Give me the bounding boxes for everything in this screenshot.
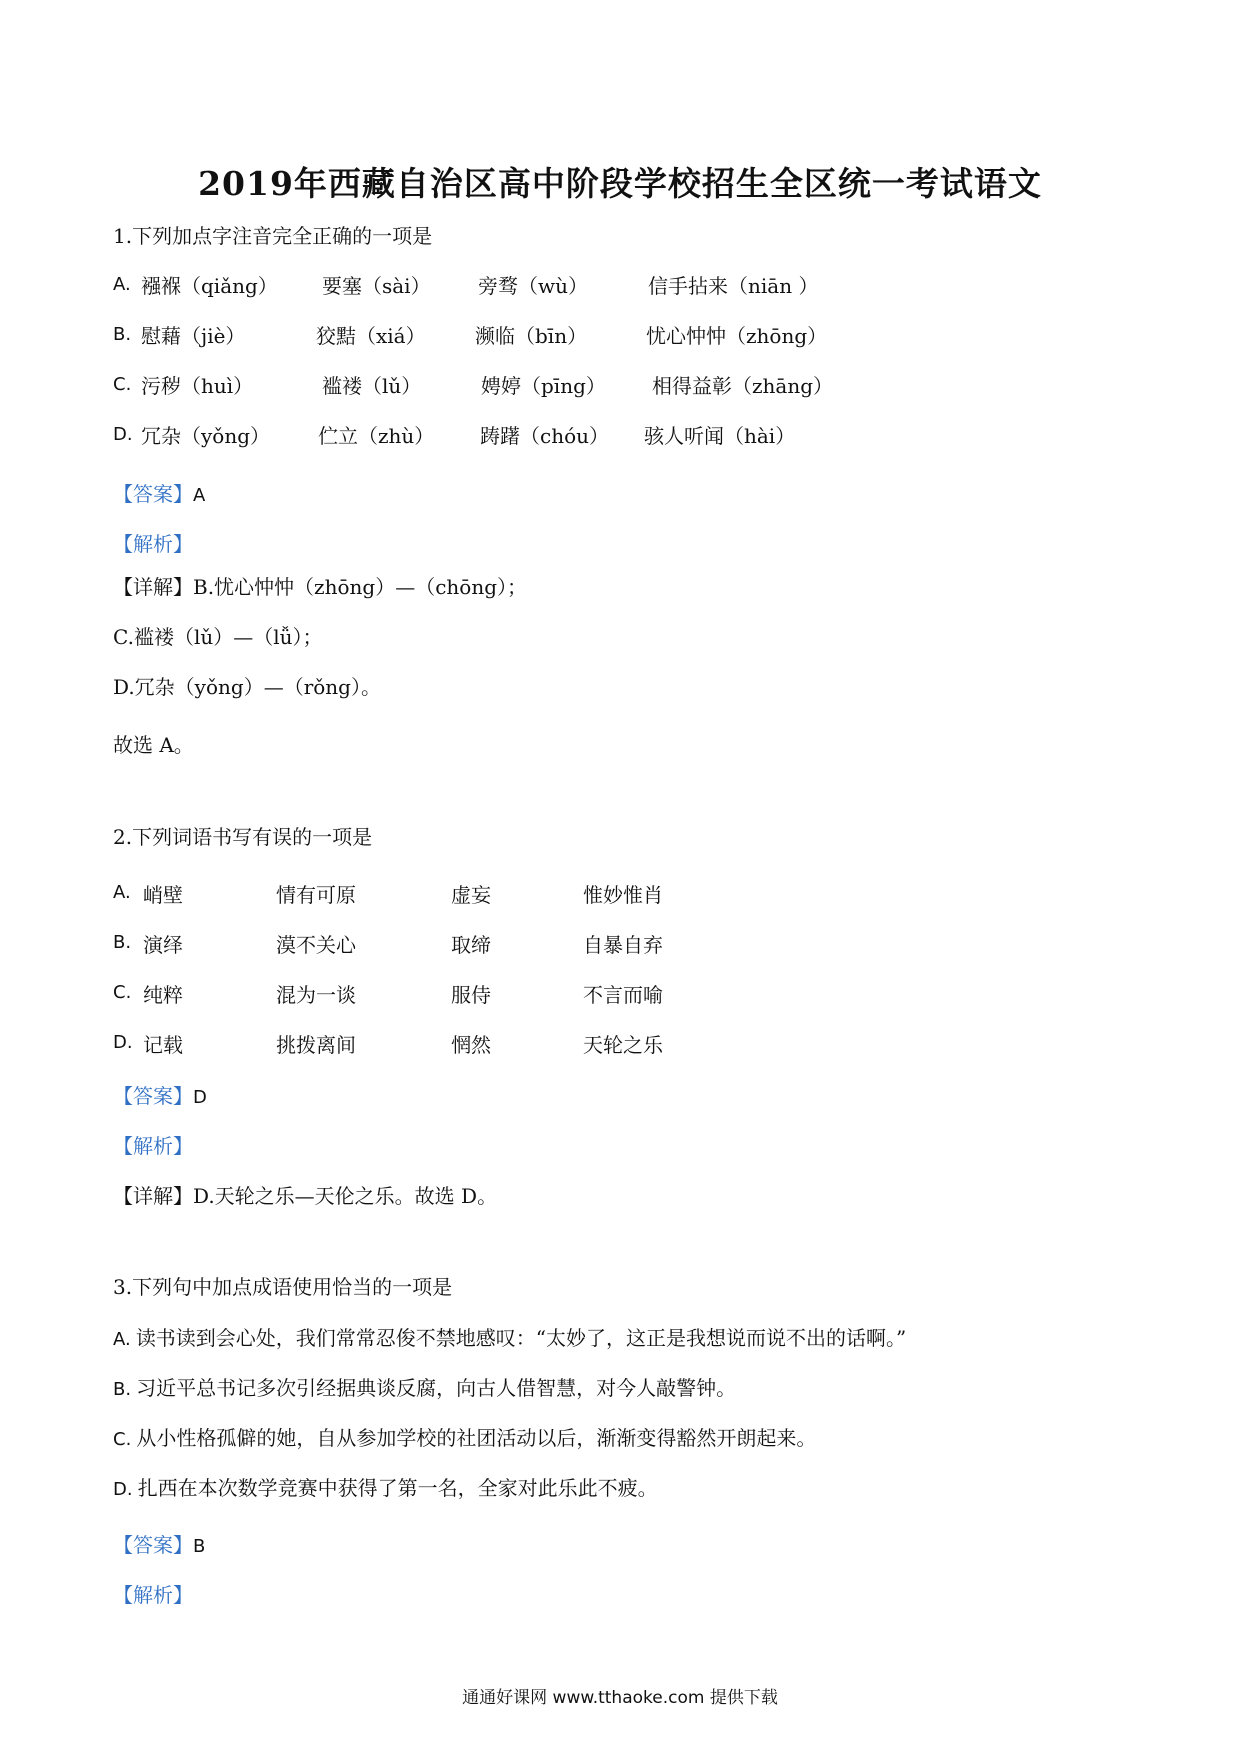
answer-value: D [193,1087,207,1108]
q2-option-c-item: 纯粹 [143,983,183,1007]
q1-detail-line: 【详解】B.忧心忡忡（zhōng）—（chōng）； [113,575,528,599]
q1-option-label: C. [113,374,132,395]
page-title: 2019年西藏自治区高中阶段学校招生全区统一考试语文 [198,164,1042,203]
q1-option-a-item: 要塞（sài） [322,274,431,298]
q1-option-d-item: 冗杂（yǒng） [141,424,271,448]
q2-option-a-item: 虚妄 [451,883,491,907]
q3-analysis-tag: 【解析】 [113,1583,193,1607]
q1-option-label: D. [113,424,133,445]
q3-option-b [113,1372,736,1401]
q3-option-text: 读书读到会心处，我们常常忍俊不禁地感叹：“太妙了，这正是我想说而说不出的话啊。” [135,1326,907,1350]
q3-option-text: 习近平总书记多次引经据典谈反腐，向古人借智慧，对今人敲警钟。 [136,1376,737,1400]
q3-option-text: 从小性格孤僻的她，自从参加学校的社团活动以后，渐渐变得豁然开朗起来。 [136,1426,817,1450]
q2-option-label: C. [113,982,132,1003]
q1-option-b-item: 忧心忡忡（zhōng） [646,324,828,348]
q2-option-label: D. [113,1032,133,1053]
q2-option-d-item: 记载 [143,1033,183,1057]
q2-option-b-item: 演绎 [143,933,183,957]
q1-option-b-item: 慰藉（jiè） [141,324,246,348]
q2-option-a-item: 惟妙惟肖 [583,883,663,907]
footer-text: 通通好课网 www.tthaoke.com 提供下载 [462,1688,778,1708]
q2-stem: 2.下列词语书写有误的一项是 [113,825,373,849]
q2-analysis-tag: 【解析】 [113,1134,193,1158]
q3-option-c [113,1422,816,1451]
q3-answer [113,1529,205,1558]
q2-option-b-item: 漠不关心 [276,933,356,957]
q1-option-label: B. [113,324,132,345]
q1-option-c-item: 相得益彰（zhāng） [652,374,834,398]
q2-option-c-item: 服侍 [451,983,491,1007]
answer-tag: 【答案】 [113,482,193,506]
q2-option-a-item: 情有可原 [276,883,356,907]
q3-option-label: C. [113,1429,132,1450]
q2-option-c-item: 不言而喻 [583,983,663,1007]
q2-option-d-item: 挑拨离间 [276,1033,356,1057]
q1-option-label: A. [113,274,131,295]
answer-value: B [193,1536,206,1557]
q3-option-text: 扎西在本次数学竞赛中获得了第一名，全家对此乐此不疲。 [137,1476,658,1500]
q1-option-d-item: 骇人听闻（hài） [644,424,796,448]
q2-option-b-item: 自暴自弃 [583,933,663,957]
q2-option-c-item: 混为一谈 [276,983,356,1007]
q1-option-d-item: 踌躇（chóu） [480,424,610,448]
answer-tag: 【答案】 [113,1533,193,1557]
answer-tag: 【答案】 [113,1084,193,1108]
q2-option-a-item: 峭壁 [143,883,183,907]
q1-answer [113,478,205,507]
q3-stem: 3.下列句中加点成语使用恰当的一项是 [113,1275,453,1299]
q1-option-c-item: 褴褛（lǔ） [322,374,422,398]
q3-option-label: A. [113,1329,131,1350]
q1-detail-line: C.褴褛（lǔ）—（lǚ）； [113,625,323,649]
q2-option-d-item: 惘然 [451,1033,491,1057]
q1-option-a-item: 旁骛（wù） [478,274,588,298]
q3-option-a [113,1322,906,1351]
q2-detail-line: 【详解】D.天轮之乐—天伦之乐。故选 D。 [113,1184,498,1208]
q3-option-label: D. [113,1479,133,1500]
q2-option-b-item: 取缔 [451,933,491,957]
q1-detail-line: 故选 A。 [113,733,194,757]
answer-value: A [193,485,206,506]
q3-option-label: B. [113,1379,132,1400]
q3-option-d [113,1472,658,1501]
q1-analysis-tag: 【解析】 [113,532,193,556]
q2-option-label: A. [113,882,131,903]
q2-option-d-item: 天轮之乐 [583,1033,663,1057]
q1-option-d-item: 伫立（zhù） [318,424,435,448]
q1-option-b-item: 濒临（bīn） [475,324,588,348]
q1-option-b-item: 狡黠（xiá） [316,324,426,348]
q1-option-c-item: 娉婷（pīng） [481,374,606,398]
q2-answer [113,1080,207,1109]
q1-option-c-item: 污秽（huì） [141,374,254,398]
q1-detail-line: D.冗杂（yǒng）—（rǒng）。 [113,675,381,699]
q1-option-a-item: 襁褓（qiǎng） [141,274,278,298]
q2-option-label: B. [113,932,132,953]
q1-stem: 1.下列加点字注音完全正确的一项是 [113,224,433,248]
q1-option-a-item: 信手拈来（niān ） [648,274,819,298]
